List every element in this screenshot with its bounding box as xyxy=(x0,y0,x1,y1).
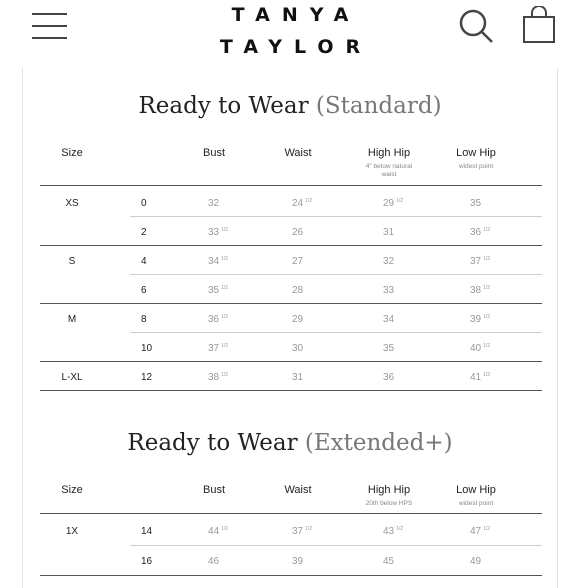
measurement-fraction: 1/2 xyxy=(221,372,229,378)
measurement-bust xyxy=(208,556,221,567)
measurement-fraction: 1/2 xyxy=(483,314,491,320)
measurement-value: 45 xyxy=(383,556,395,567)
measurement-value: 30 xyxy=(292,343,304,354)
group-rule xyxy=(40,361,542,362)
measurement-hh xyxy=(383,256,396,267)
size-number: 14 xyxy=(141,526,153,537)
measurement-fraction: 1/2 xyxy=(221,526,229,532)
measurement-value: 40 xyxy=(470,343,482,354)
measurement-value: 49 xyxy=(470,556,482,567)
header-high-hip-note: 20th below HPS xyxy=(365,500,413,507)
measurement-bust xyxy=(208,526,228,537)
measurement-fraction: 1/2 xyxy=(221,256,229,262)
measurement-bust xyxy=(208,198,221,209)
measurement-fraction: 1/2 xyxy=(221,343,229,349)
brand-logo[interactable] xyxy=(190,0,390,62)
measurement-lh xyxy=(470,343,490,354)
measurement-hh xyxy=(383,285,396,296)
site-header xyxy=(0,0,580,62)
measurement-hh xyxy=(383,227,396,238)
measurement-hh xyxy=(383,198,403,209)
measurement-value: 37 xyxy=(470,256,482,267)
measurement-hh xyxy=(383,314,396,325)
header-waist: Waist xyxy=(284,484,312,496)
measurement-fraction: 1/2 xyxy=(221,314,229,320)
measurement-value: 32 xyxy=(383,256,395,267)
size-number: 10 xyxy=(141,343,153,354)
measurement-value: 27 xyxy=(292,256,304,267)
size-label: XS xyxy=(65,198,79,209)
measurement-value: 36 xyxy=(383,372,395,383)
search-icon[interactable] xyxy=(458,8,494,44)
measurement-fraction: 1/2 xyxy=(221,227,229,233)
measurement-value: 39 xyxy=(470,314,482,325)
measurement-fraction: 1/2 xyxy=(483,372,491,378)
measurement-value: 39 xyxy=(292,556,304,567)
measurement-fraction: 1/2 xyxy=(305,526,313,532)
measurement-waist xyxy=(292,198,312,209)
measurement-fraction: 1/2 xyxy=(483,227,491,233)
standard-title xyxy=(0,93,580,119)
measurement-value: 46 xyxy=(208,556,220,567)
measurement-value: 36 xyxy=(470,227,482,238)
measurement-value: 24 xyxy=(292,198,304,209)
row-rule xyxy=(130,332,542,333)
size-number: 12 xyxy=(141,372,153,383)
group-rule xyxy=(40,303,542,304)
table-top-rule xyxy=(40,513,542,514)
header-low-hip: Low Hip xyxy=(456,147,496,159)
measurement-value: 38 xyxy=(208,372,220,383)
measurement-lh xyxy=(470,372,490,383)
measurement-value: 47 xyxy=(470,526,482,537)
measurement-lh xyxy=(470,198,483,209)
header-low-hip-note: widest point xyxy=(458,163,494,170)
size-label: S xyxy=(68,256,76,267)
header-bust: Bust xyxy=(202,147,225,159)
measurement-waist xyxy=(292,285,305,296)
measurement-value: 44 xyxy=(208,526,220,537)
measurement-lh xyxy=(470,227,490,238)
measurement-fraction: 1/2 xyxy=(483,285,491,291)
size-chart-sheet xyxy=(22,68,558,588)
extended-title xyxy=(0,430,580,456)
size-number: 8 xyxy=(141,314,147,325)
measurement-value: 29 xyxy=(383,198,395,209)
shopping-bag-icon[interactable] xyxy=(521,6,557,44)
measurement-value: 35 xyxy=(383,343,395,354)
measurement-value: 35 xyxy=(470,198,482,209)
measurement-waist xyxy=(292,314,305,325)
measurement-hh xyxy=(383,343,396,354)
size-number: 4 xyxy=(141,256,147,267)
group-rule xyxy=(40,245,542,246)
measurement-value: 35 xyxy=(208,285,220,296)
row-rule xyxy=(130,216,542,217)
measurement-waist xyxy=(292,227,305,238)
size-label: 1X xyxy=(65,526,79,537)
measurement-bust xyxy=(208,314,228,325)
measurement-value: 43 xyxy=(383,526,395,537)
header-high-hip-note: 4" below natural waist xyxy=(365,163,413,178)
standard-title-main: Ready to Wear xyxy=(138,93,316,119)
measurement-value: 31 xyxy=(292,372,304,383)
header-low-hip-note: widest point xyxy=(458,500,494,507)
size-number: 6 xyxy=(141,285,147,296)
measurement-value: 37 xyxy=(208,343,220,354)
size-number: 2 xyxy=(141,227,147,238)
measurement-bust xyxy=(208,372,228,383)
header-low-hip: Low Hip xyxy=(456,484,496,496)
brand-line-2: TAYLOR xyxy=(219,36,373,58)
extended-title-main: Ready to Wear xyxy=(127,430,305,456)
header-size: Size xyxy=(61,484,83,496)
measurement-bust xyxy=(208,343,228,354)
group-rule xyxy=(40,575,542,576)
measurement-value: 31 xyxy=(383,227,395,238)
measurement-fraction: 1/2 xyxy=(396,526,404,532)
measurement-lh xyxy=(470,314,490,325)
row-rule xyxy=(130,545,542,546)
size-number: 16 xyxy=(141,556,153,567)
hamburger-menu-icon[interactable] xyxy=(32,13,67,39)
measurement-hh xyxy=(383,556,396,567)
measurement-lh xyxy=(470,556,483,567)
header-high-hip: High Hip xyxy=(367,147,411,159)
measurement-value: 29 xyxy=(292,314,304,325)
measurement-value: 26 xyxy=(292,227,304,238)
measurement-bust xyxy=(208,256,228,267)
table-top-rule xyxy=(40,185,542,186)
measurement-bust xyxy=(208,285,228,296)
measurement-value: 33 xyxy=(383,285,395,296)
standard-title-paren: (Standard) xyxy=(315,93,442,119)
measurement-hh xyxy=(383,526,403,537)
measurement-fraction: 1/2 xyxy=(396,198,404,204)
measurement-lh xyxy=(470,256,490,267)
size-number: 0 xyxy=(141,198,147,209)
group-rule xyxy=(40,390,542,391)
size-label: M xyxy=(67,314,77,325)
measurement-fraction: 1/2 xyxy=(483,343,491,349)
measurement-fraction: 1/2 xyxy=(483,256,491,262)
measurement-waist xyxy=(292,256,305,267)
measurement-value: 38 xyxy=(470,285,482,296)
row-rule xyxy=(130,274,542,275)
measurement-lh xyxy=(470,285,490,296)
measurement-lh xyxy=(470,526,490,537)
header-size: Size xyxy=(61,147,83,159)
measurement-value: 28 xyxy=(292,285,304,296)
measurement-fraction: 1/2 xyxy=(305,198,313,204)
measurement-value: 34 xyxy=(383,314,395,325)
header-bust: Bust xyxy=(202,484,225,496)
measurement-value: 32 xyxy=(208,198,220,209)
measurement-value: 34 xyxy=(208,256,220,267)
extended-title-paren: (Extended+) xyxy=(304,430,453,456)
measurement-fraction: 1/2 xyxy=(483,526,491,532)
measurement-hh xyxy=(383,372,396,383)
measurement-waist xyxy=(292,343,305,354)
measurement-bust xyxy=(208,227,228,238)
header-high-hip: High Hip xyxy=(367,484,411,496)
measurement-value: 37 xyxy=(292,526,304,537)
measurement-value: 36 xyxy=(208,314,220,325)
size-label: L-XL xyxy=(61,372,83,383)
measurement-waist xyxy=(292,372,305,383)
measurement-value: 41 xyxy=(470,372,482,383)
brand-line-1: TANYA xyxy=(231,4,361,26)
measurement-waist xyxy=(292,526,312,537)
header-waist: Waist xyxy=(284,147,312,159)
measurement-value: 33 xyxy=(208,227,220,238)
measurement-waist xyxy=(292,556,305,567)
measurement-fraction: 1/2 xyxy=(221,285,229,291)
